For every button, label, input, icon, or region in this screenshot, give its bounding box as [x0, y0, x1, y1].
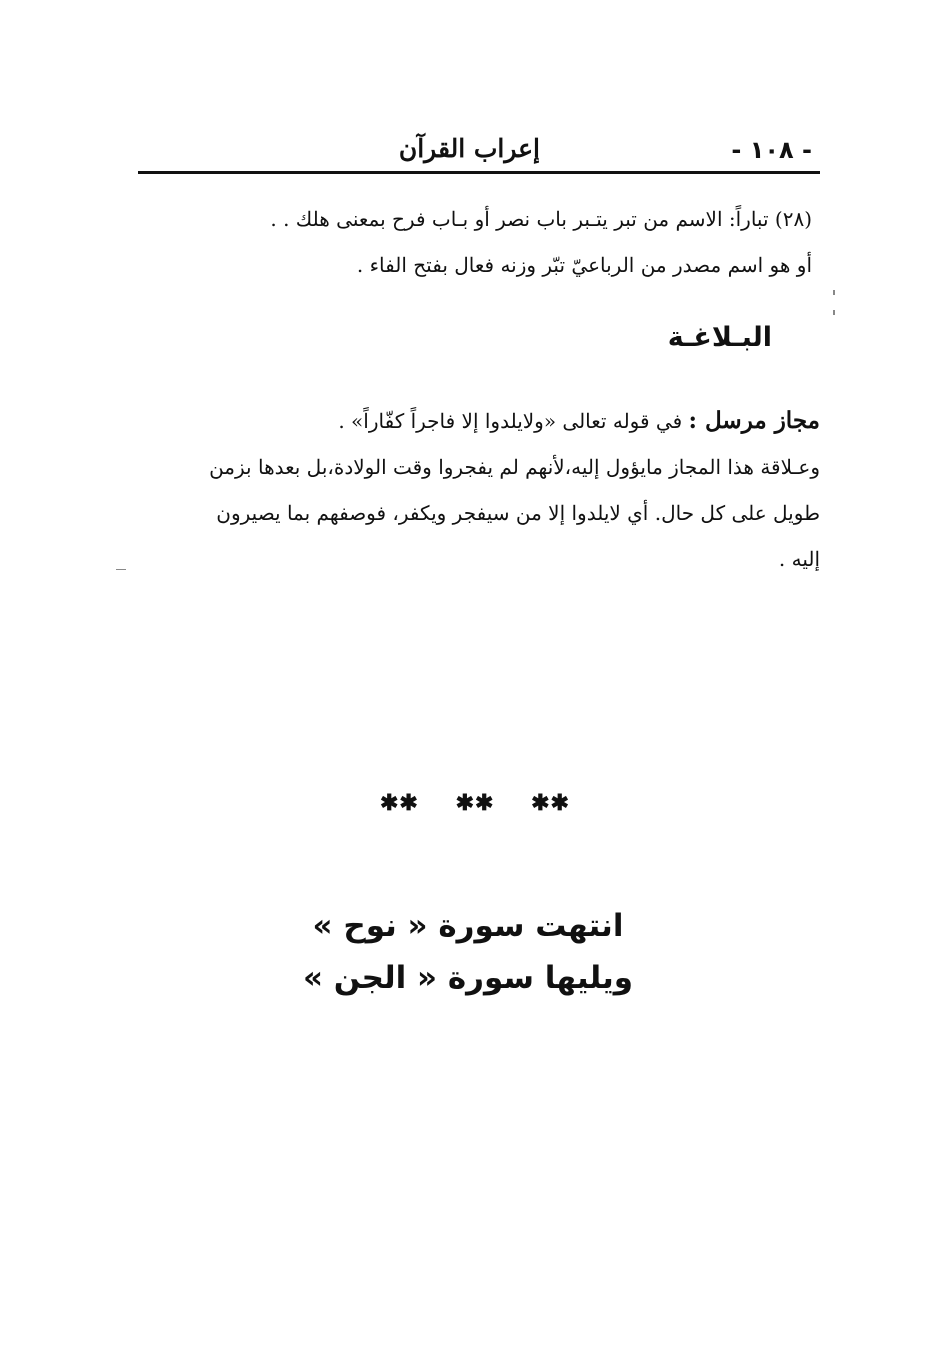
- page-number: - ١٠٨ -: [731, 136, 812, 164]
- rhetoric-block: [130, 398, 820, 582]
- section-separator: [380, 790, 570, 816]
- footnote-line-2: أو هو اسم مصدر من الرباعيّ تبّر وزنه فعال بفتح الفاء .: [356, 253, 812, 277]
- footnote-block: [140, 196, 812, 288]
- rhetoric-line-2: طويل على كل حال. أي لايلدوا إلا من سيفجر ويكفر، فوصفهم بما يصيرون: [216, 501, 820, 525]
- scan-speck: [116, 569, 126, 570]
- asterisk-mark-3: ✱✱: [531, 790, 570, 816]
- rhetoric-line-1: وعـلاقة هذا المجاز مايؤول إليه،لأنهم لم يفجروا وقت الولادة،بل بعدها بزمن: [209, 455, 820, 479]
- rhetoric-term-text: في قوله تعالى «ولايلدوا إلا فاجراً كفّاراً» .: [338, 409, 683, 433]
- rhetoric-line-3: إليه .: [778, 547, 820, 571]
- page-header: [138, 130, 820, 170]
- asterisk-mark-1: ✱✱: [380, 790, 419, 816]
- closing-line-1: انتهت سورة « نوح »: [312, 908, 624, 944]
- footnote-line-1: (٢٨) تباراً: الاسم من تبر يتـبر باب نصر أو بـاب فرح بمعنى هلك . .: [270, 207, 812, 231]
- running-title: إعراب القرآن: [398, 134, 540, 163]
- closing-line-2: ويليها سورة « الجن »: [302, 960, 634, 996]
- rhetoric-term: مجاز مرسل :: [688, 407, 820, 434]
- scan-speck: [833, 290, 835, 295]
- header-rule: [138, 171, 820, 174]
- section-heading: البـلاغـة: [667, 322, 772, 353]
- rhetoric-term-line: [130, 398, 820, 444]
- scan-speck: [833, 310, 835, 315]
- closing-note: [268, 900, 668, 1004]
- asterisk-mark-2: ✱✱: [455, 790, 495, 816]
